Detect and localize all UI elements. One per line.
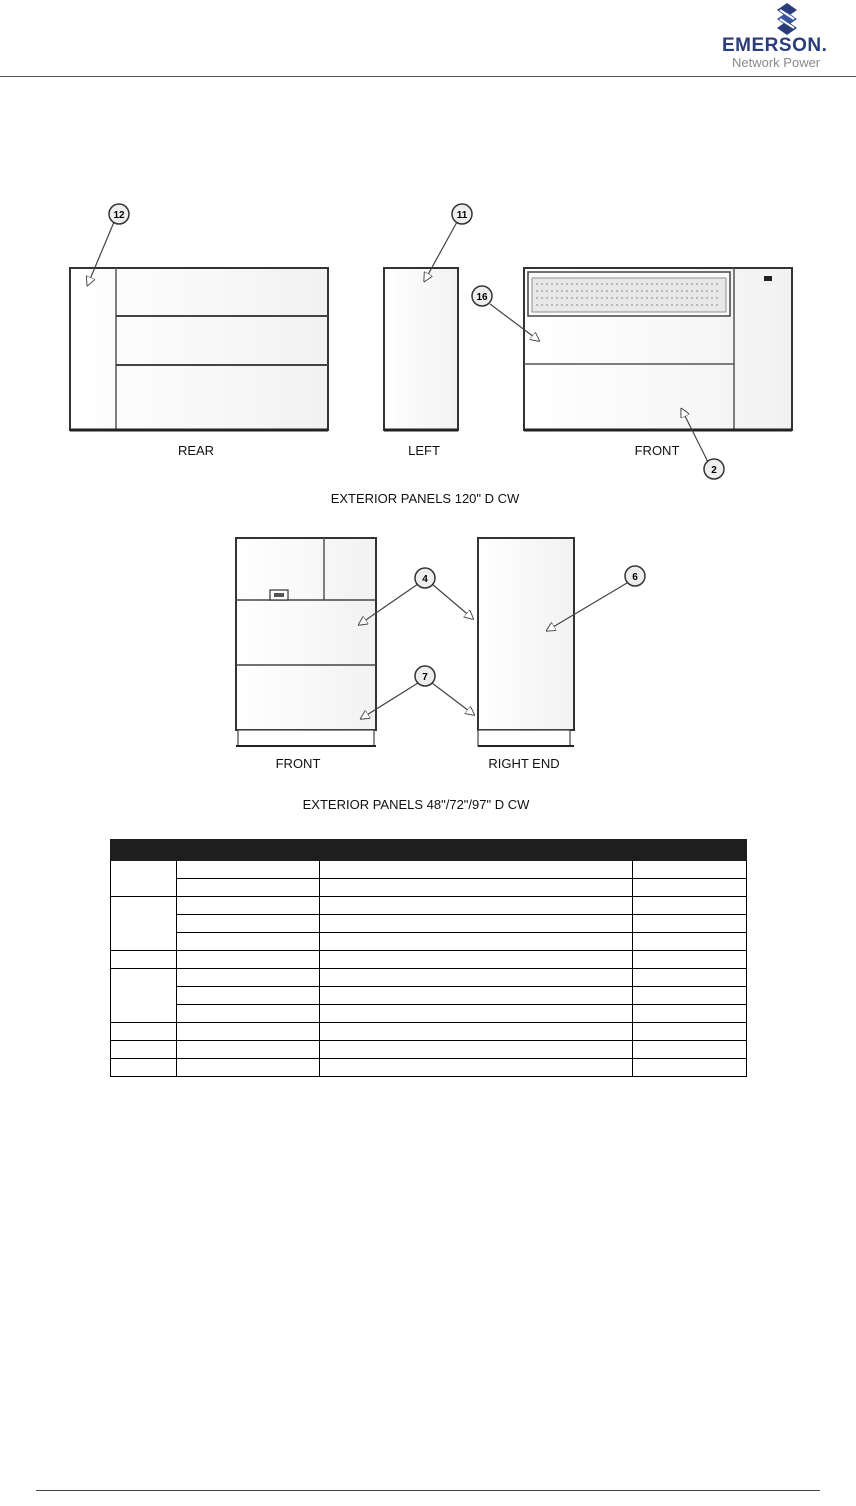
- callout-12-label: 12: [113, 210, 125, 221]
- left-view: [384, 268, 458, 430]
- brand-subtitle: Network Power: [732, 55, 821, 70]
- table-cell: [177, 951, 320, 969]
- table-cell: [633, 987, 747, 1005]
- figure2-caption: EXTERIOR PANELS 48"/72"/97" D CW: [302, 797, 530, 812]
- front-view-120: [524, 268, 792, 430]
- callout-2-label: 2: [711, 465, 717, 476]
- table-cell: [320, 1059, 633, 1077]
- table-cell: [633, 861, 747, 879]
- table-row: [111, 879, 747, 897]
- table-row: [111, 1005, 747, 1023]
- table-cell: [177, 969, 320, 987]
- table-cell: [111, 1059, 177, 1077]
- table-cell: [177, 1059, 320, 1077]
- figure1-caption: EXTERIOR PANELS 120" D CW: [330, 491, 520, 506]
- table-cell: [177, 987, 320, 1005]
- table-cell: [633, 1041, 747, 1059]
- parts-table: [110, 839, 747, 1077]
- table-cell: [633, 1023, 747, 1041]
- table-row: [111, 951, 747, 969]
- table-cell: [320, 1023, 633, 1041]
- table-row: [111, 933, 747, 951]
- table-row: [111, 1023, 747, 1041]
- view-label-rear: REAR: [177, 443, 215, 458]
- table-cell: [633, 879, 747, 897]
- table-cell: [320, 915, 633, 933]
- table-row: [111, 1041, 747, 1059]
- table-cell: [177, 1005, 320, 1023]
- table-cell: [320, 879, 633, 897]
- callout-4-label: 4: [422, 574, 428, 585]
- table-cell: [111, 1041, 177, 1059]
- table-header-cell: [177, 840, 320, 861]
- table-cell: [320, 861, 633, 879]
- table-row: [111, 897, 747, 915]
- callout-16-label: 16: [476, 292, 488, 303]
- table-cell: [111, 951, 177, 969]
- front-view-48: [236, 538, 376, 746]
- callout-11-label: 11: [456, 210, 468, 221]
- table-cell: [177, 897, 320, 915]
- table-cell: [111, 861, 177, 897]
- rear-view: [70, 268, 328, 430]
- view-label-front: FRONT: [634, 443, 680, 458]
- table-cell: [320, 1005, 633, 1023]
- table-cell: [177, 915, 320, 933]
- table-cell: [633, 951, 747, 969]
- table-cell: [320, 897, 633, 915]
- table-cell: [633, 933, 747, 951]
- table-cell: [177, 879, 320, 897]
- table-cell: [633, 1005, 747, 1023]
- table-cell: [633, 897, 747, 915]
- table-cell: [177, 1023, 320, 1041]
- table-row: [111, 915, 747, 933]
- table-cell: [320, 1041, 633, 1059]
- view-label-left: LEFT: [408, 443, 440, 458]
- table-cell: [111, 969, 177, 1023]
- table-row: [111, 969, 747, 987]
- table-cell: [111, 1023, 177, 1041]
- table-cell: [320, 933, 633, 951]
- table-header-cell: [633, 840, 747, 861]
- table-row: [111, 987, 747, 1005]
- table-cell: [320, 951, 633, 969]
- table-cell: [111, 897, 177, 951]
- table-header-row: [111, 840, 747, 861]
- table-cell: [177, 933, 320, 951]
- table-cell: [633, 915, 747, 933]
- right-end-view: [478, 538, 574, 746]
- callout-7: [362, 666, 473, 718]
- callout-6-label: 6: [632, 572, 638, 583]
- table-cell: [633, 969, 747, 987]
- table-cell: [320, 969, 633, 987]
- callout-7-label: 7: [422, 672, 428, 683]
- table-header-cell: [111, 840, 177, 861]
- table-row: [111, 1059, 747, 1077]
- table-header-cell: [320, 840, 633, 861]
- table-cell: [320, 987, 633, 1005]
- table-cell: [633, 1059, 747, 1077]
- brand-name: EMERSON.: [722, 35, 828, 56]
- view-label-front-2: FRONT: [275, 756, 321, 771]
- table-cell: [177, 1041, 320, 1059]
- table-row: [111, 861, 747, 879]
- footer-rule: [36, 1490, 820, 1491]
- view-label-right-end: RIGHT END: [488, 756, 560, 771]
- table-cell: [177, 861, 320, 879]
